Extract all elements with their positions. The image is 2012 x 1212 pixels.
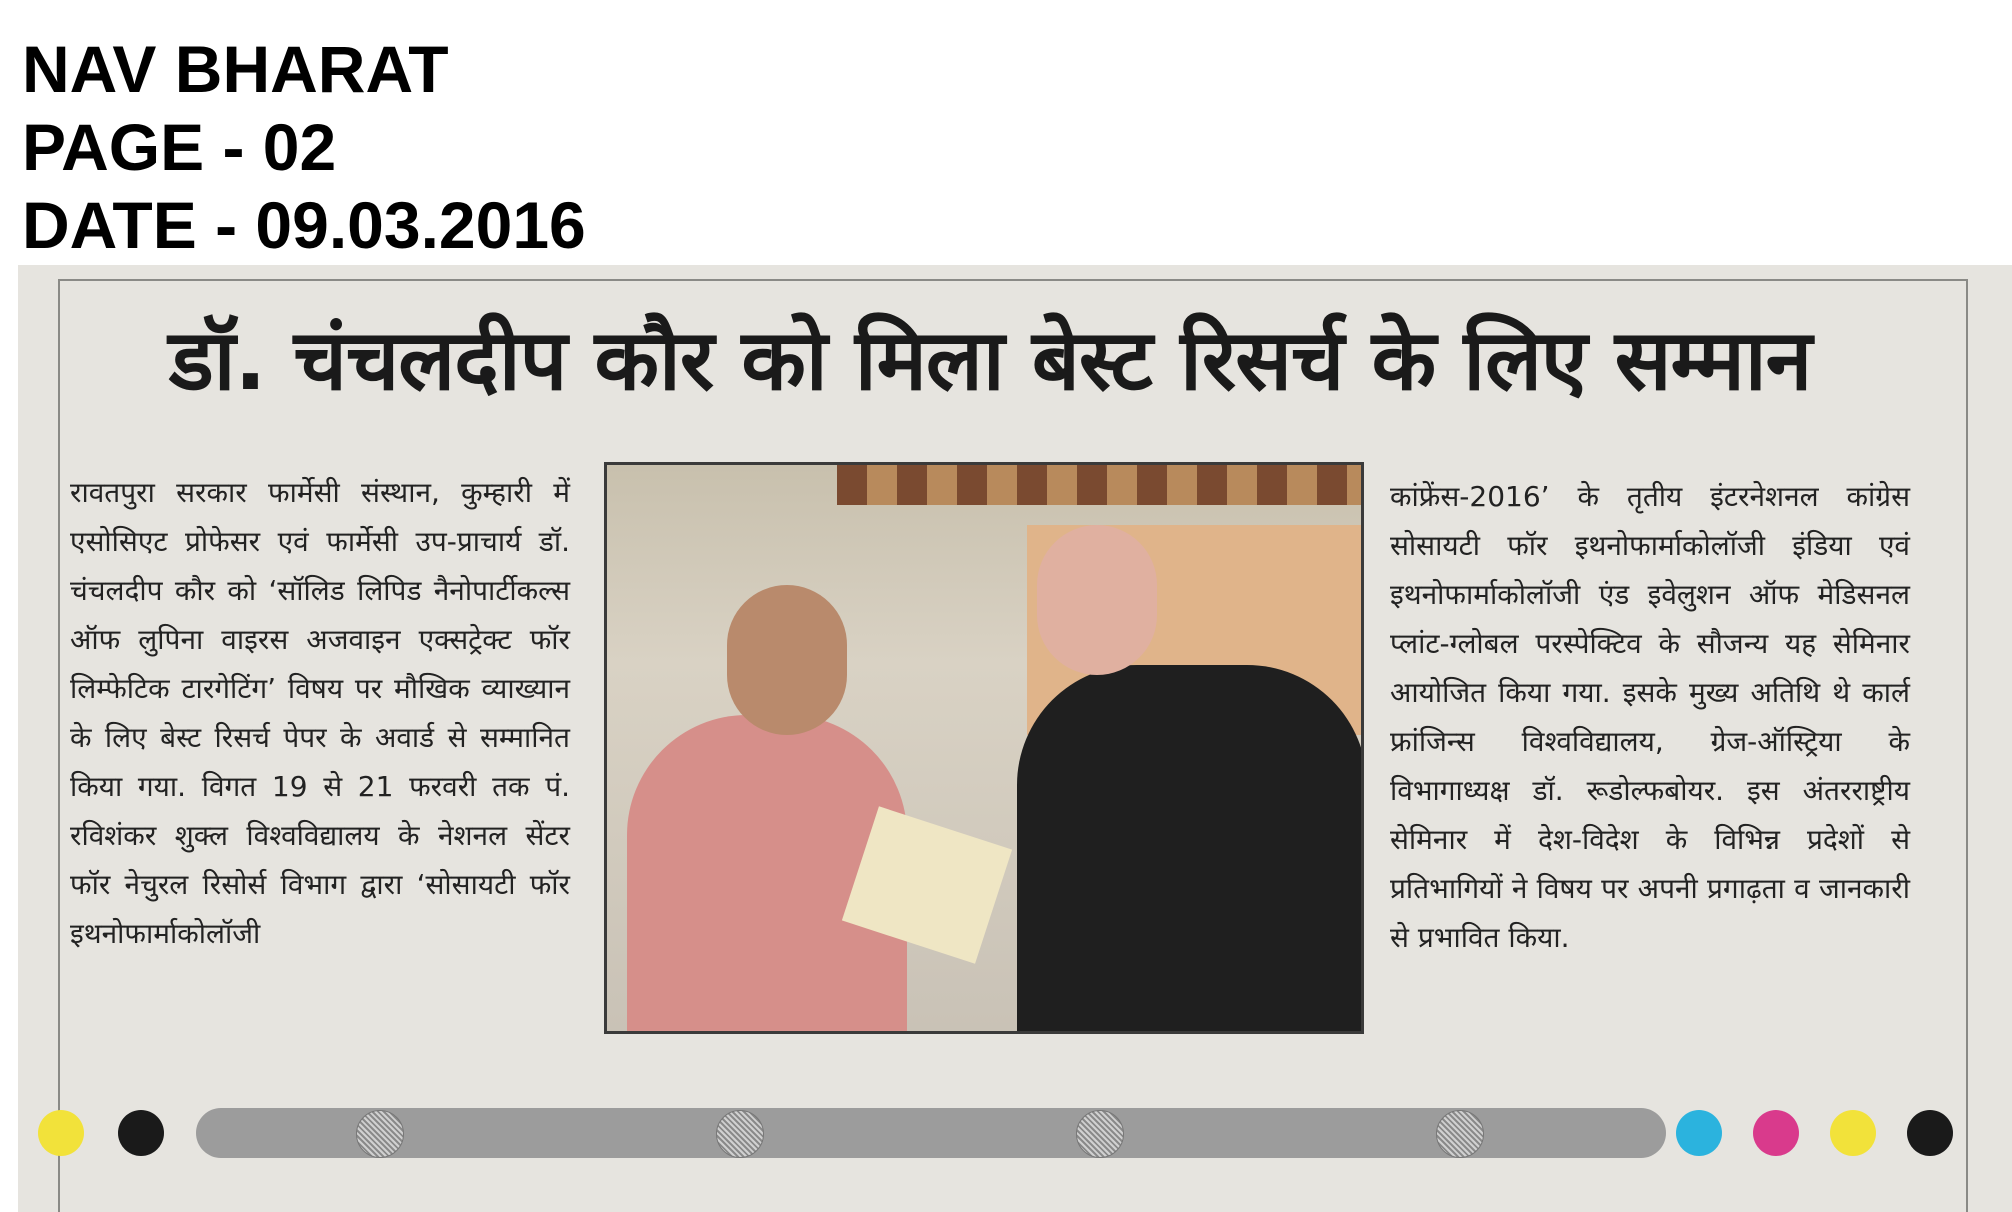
grey-registration-strip xyxy=(196,1108,1666,1158)
clipping-metadata xyxy=(22,30,586,264)
guest-figure xyxy=(1017,665,1364,1034)
registration-dot-black xyxy=(118,1110,164,1156)
article-left-column: रावतपुरा सरकार फार्मेसी संस्थान, कुम्हारी में एसोसिएट प्रोफेसर एवं फार्मेसी उप-प्राचार्य डॉ. चंचलदीप कौर को ‘सॉलिड लिपिड नैनोपार्टीकल्स ऑफ लुपिना वाइरस अजवाइन एक्सट्रेक्ट फॉर लिम्फेटिक टारगेटिंग’ विषय पर मौखिक व्याख्यान के लिए बेस्ट रिसर्च पेपर के अवार्ड से सम्मानित किया गया. विगत 19 से 21 फरवरी तक पं. रविशंकर शुक्ल विश्वविद्यालय के नेशनल सेंटर फॉर नेचुरल रिसोर्स विभाग द्वारा ‘सोसायटी फॉर इथनोफार्माकोलॉजी xyxy=(70,476,570,950)
publication-name: NAV BHARAT xyxy=(22,32,449,106)
publication-date: DATE - 09.03.2016 xyxy=(22,188,586,262)
article-right-column: कांफ्रेंस-2016’ के तृतीय इंटरनेशनल कांग्रेस सोसायटी फॉर इथनोफार्माकोलॉजी इंडिया एवं इथनोफार्माकोलॉजी एंड इवेलुशन ऑफ मेडिसनल प्लांट-ग्लोबल परस्पेक्टिव के सौजन्य यह सेमिनार आयोजित किया गया. इसके मुख्य अतिथि थे कार्ल फ्रांजिन्स विश्वविद्यालय, ग्रेज-ऑस्ट्रिया के विभागाध्यक्ष डॉ. रूडोल्फबोयर. इस अंतरराष्ट्रीय सेमिनार में देश-विदेश के विभिन्न प्रदेशों से प्रतिभागियों ने विषय पर अपनी प्रगाढ़ता व जानकारी से प्रभावित किया. xyxy=(1390,480,1910,954)
awardee-head xyxy=(727,585,847,735)
registration-dot-yellow xyxy=(1830,1110,1876,1156)
page-number: PAGE - 02 xyxy=(22,110,337,184)
print-color-bar xyxy=(18,1096,2012,1196)
article-headline: डॉ. चंचलदीप कौर को मिला बेस्ट रिसर्च के लिए सम्मान xyxy=(168,311,1812,409)
registration-mark xyxy=(356,1110,404,1158)
guest-head xyxy=(1037,525,1157,675)
registration-dot-cyan xyxy=(1676,1110,1722,1156)
registration-mark xyxy=(1436,1110,1484,1158)
registration-mark xyxy=(1076,1110,1124,1158)
award-photo xyxy=(604,462,1364,1034)
registration-dot-yellow xyxy=(38,1110,84,1156)
registration-dot-black xyxy=(1907,1110,1953,1156)
stage-decoration xyxy=(837,465,1364,505)
registration-dot-magenta xyxy=(1753,1110,1799,1156)
registration-mark xyxy=(716,1110,764,1158)
